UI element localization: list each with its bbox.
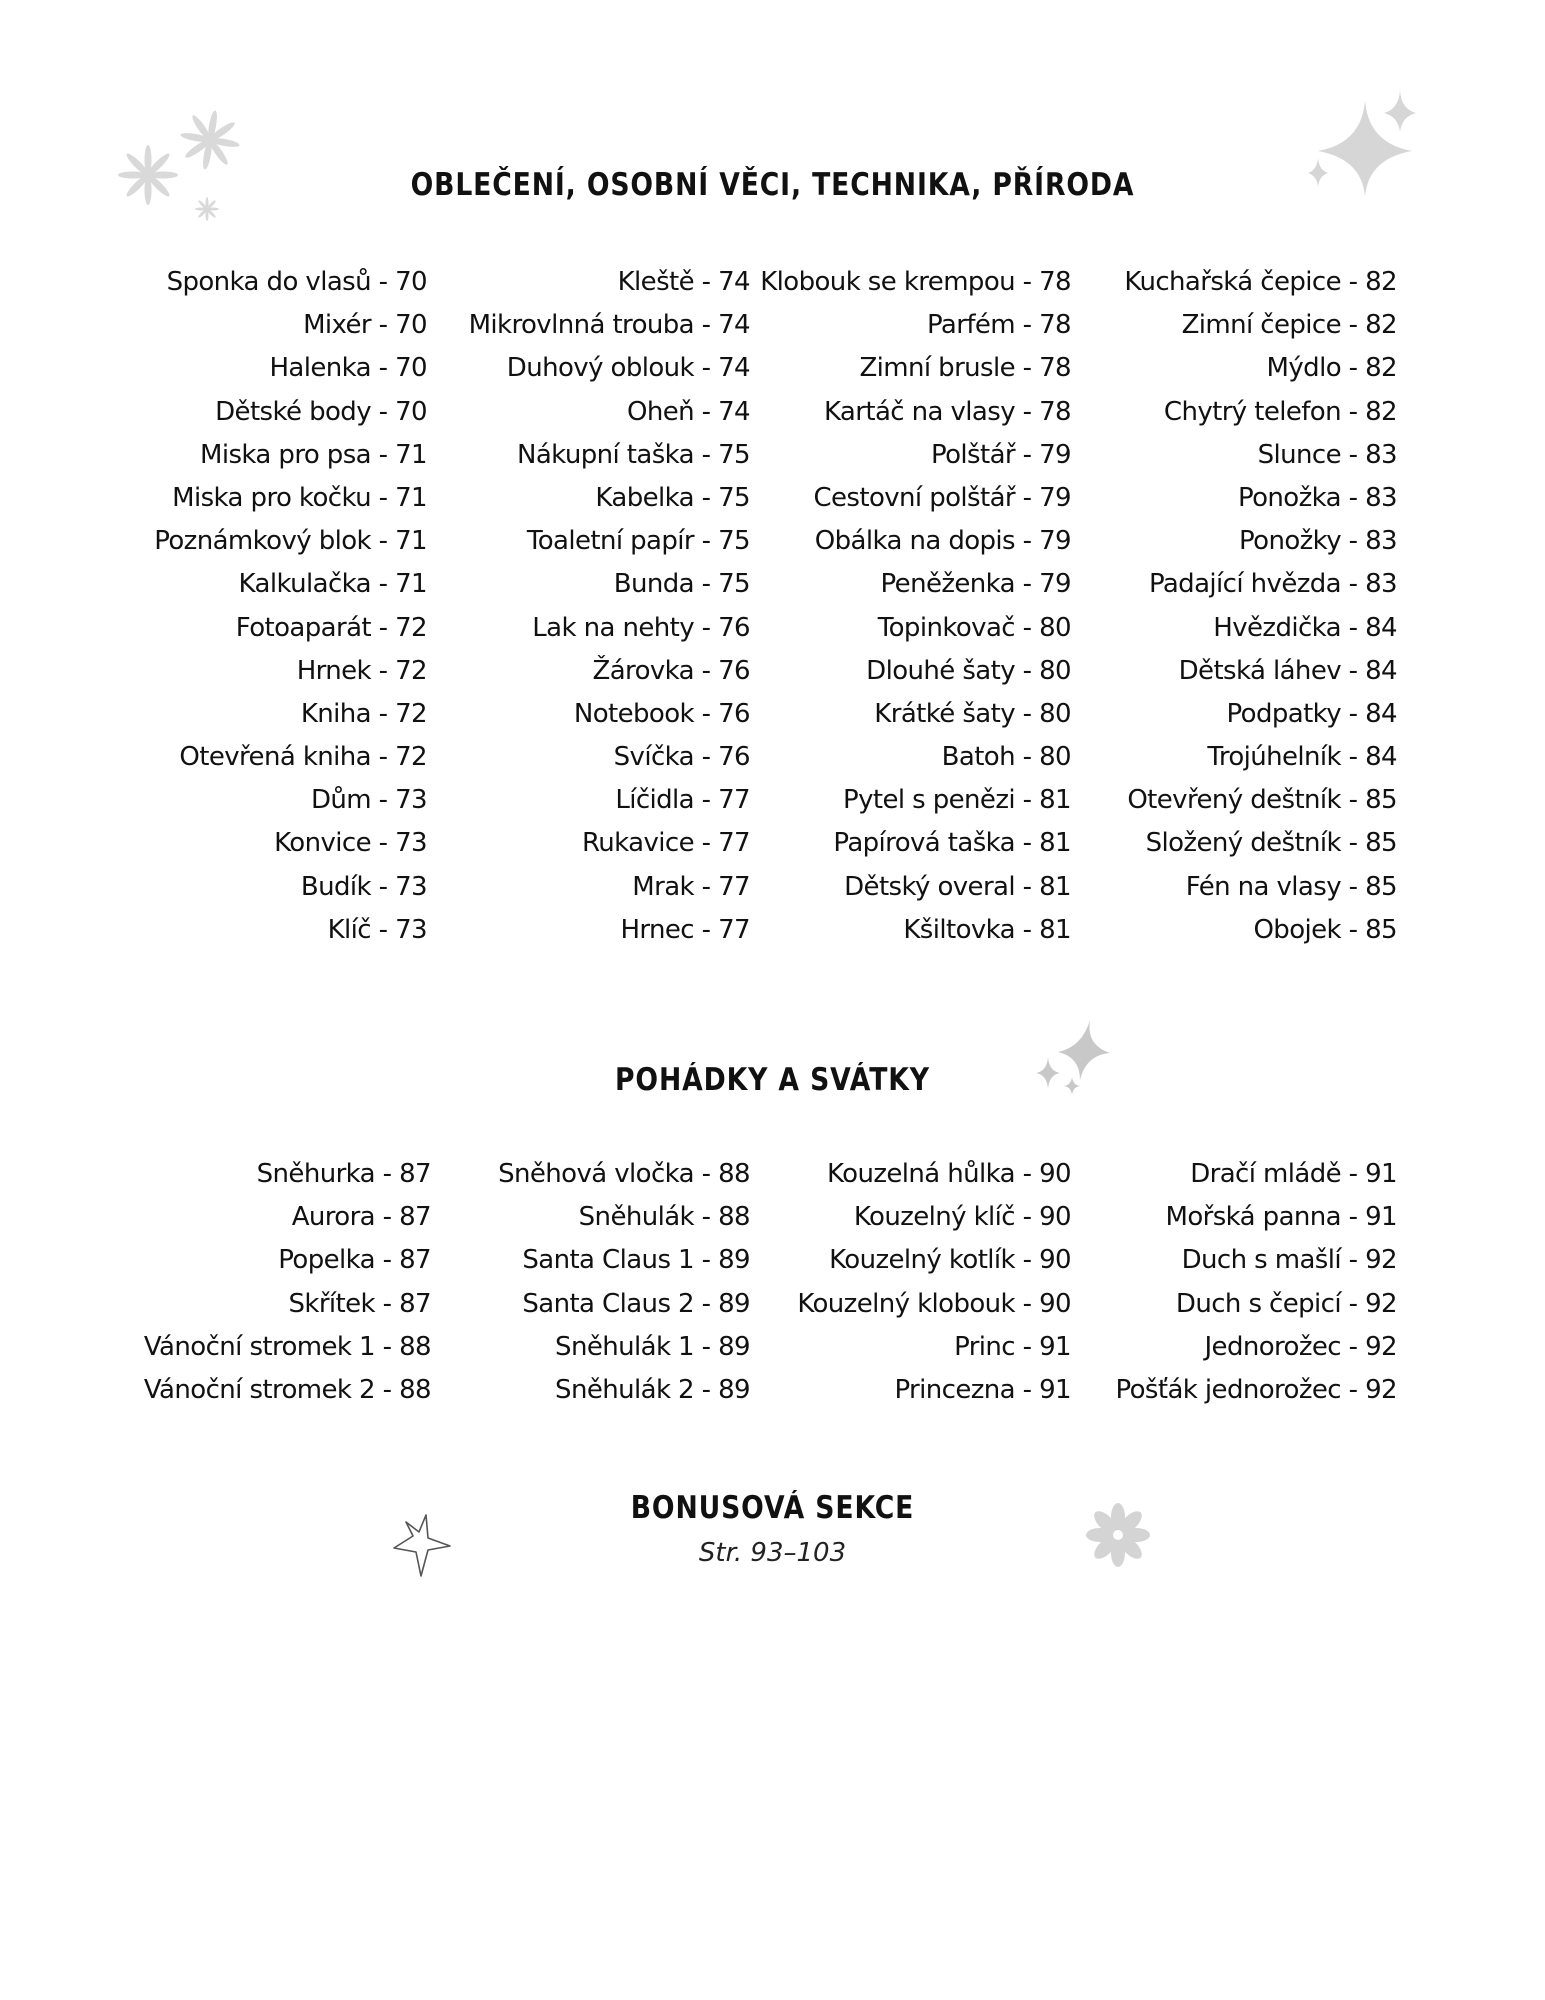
index-column — [760, 261, 1071, 952]
index-entry: Mikrovlnná trouba - 74 — [468, 310, 750, 341]
index-column — [1124, 261, 1397, 952]
index-entry: Padající hvězda - 83 — [1148, 569, 1397, 600]
flower-icon — [180, 110, 240, 170]
index-entry: Pytel s penězi - 81 — [843, 785, 1071, 816]
index-column — [144, 1153, 431, 1412]
index-entry: Ponožky - 83 — [1238, 526, 1397, 557]
index-entry: Poznámkový blok - 71 — [154, 526, 427, 557]
index-entry: Dům - 73 — [310, 785, 427, 816]
index-entry: Fén na vlasy - 85 — [1185, 871, 1397, 902]
index-entry: Jednorožec - 92 — [1204, 1331, 1397, 1362]
index-entry: Duhový oblouk - 74 — [506, 353, 750, 384]
index-entry: Miska pro psa - 71 — [200, 439, 427, 470]
index-entry: Ponožka - 83 — [1237, 482, 1397, 513]
index-entry: Dlouhé šaty - 80 — [866, 655, 1071, 686]
index-entry: Kouzelný klobouk - 90 — [797, 1288, 1071, 1319]
index-entry: Kouzelná hůlka - 90 — [827, 1159, 1071, 1189]
index-entry: Chytrý telefon - 82 — [1163, 396, 1397, 427]
index-entry: Oheň - 74 — [626, 396, 750, 427]
index-entry: Kuchařská čepice - 82 — [1124, 267, 1397, 297]
index-entry: Dětská láhev - 84 — [1178, 655, 1397, 686]
index-entry: Kouzelný kotlík - 90 — [829, 1245, 1071, 1276]
index-entry: Vánoční stromek 1 - 88 — [143, 1331, 431, 1362]
index-entry: Popelka - 87 — [278, 1245, 431, 1276]
section-title-bonus: BONUSOVÁ SEKCE — [630, 1490, 915, 1526]
index-entry: Topinkovač - 80 — [877, 612, 1071, 643]
section-title-fairytales: POHÁDKY A SVÁTKY — [615, 1062, 930, 1098]
index-entry: Obálka na dopis - 79 — [814, 526, 1071, 557]
index-entry: Santa Claus 1 - 89 — [522, 1245, 750, 1276]
index-entry: Pošťák jednorožec - 92 — [1115, 1374, 1397, 1405]
index-entry: Sněhurka - 87 — [256, 1159, 431, 1189]
index-column — [469, 261, 750, 952]
index-entry: Mrak - 77 — [632, 871, 750, 902]
index-entry: Klobouk se krempou - 78 — [760, 267, 1071, 297]
index-entry: Klíč - 73 — [327, 914, 427, 945]
index-entry: Nákupní taška - 75 — [517, 439, 750, 470]
index-entry: Peněženka - 79 — [880, 569, 1071, 600]
index-entry: Mýdlo - 82 — [1266, 353, 1397, 384]
bonus-page-range: Str. 93–103 — [698, 1538, 847, 1568]
index-entry: Dětské body - 70 — [215, 396, 427, 427]
index-entry: Žárovka - 76 — [592, 655, 750, 686]
index-entry: Slunce - 83 — [1257, 439, 1397, 470]
index-entry: Otevřená kniha - 72 — [179, 742, 427, 773]
index-entry: Dětský overal - 81 — [844, 871, 1071, 902]
index-entry: Rukavice - 77 — [581, 828, 750, 859]
index-column — [154, 261, 427, 952]
index-entry: Zimní čepice - 82 — [1181, 310, 1397, 341]
index-entry: Batoh - 80 — [941, 742, 1071, 773]
index-column — [498, 1153, 750, 1412]
index-entry: Papírová taška - 81 — [833, 828, 1071, 859]
index-entry: Trojúhelník - 84 — [1207, 742, 1397, 773]
index-entry: Princ - 91 — [954, 1331, 1071, 1362]
index-column — [797, 1153, 1071, 1412]
index-entry: Skřítek - 87 — [288, 1288, 431, 1319]
index-entry: Hvězdička - 84 — [1213, 612, 1397, 643]
index-entry: Kšiltovka - 81 — [903, 914, 1071, 945]
index-entry: Složený deštník - 85 — [1145, 828, 1397, 859]
index-entry: Santa Claus 2 - 89 — [522, 1288, 750, 1319]
index-entry: Líčidla - 77 — [615, 785, 750, 816]
index-entry: Podpatky - 84 — [1226, 698, 1397, 729]
index-entry: Cestovní polštář - 79 — [813, 482, 1071, 513]
index-entry: Bunda - 75 — [613, 569, 750, 600]
index-entry: Sněhulák - 88 — [578, 1202, 750, 1233]
index-entry: Kalkulačka - 71 — [238, 569, 427, 600]
section-title-clothing: OBLEČENÍ, OSOBNÍ VĚCI, TECHNIKA, PŘÍRODA — [410, 167, 1135, 203]
index-entry: Kleště - 74 — [617, 267, 750, 297]
index-entry: Mořská panna - 91 — [1165, 1202, 1397, 1233]
index-entry: Konvice - 73 — [274, 828, 427, 859]
index-entry: Otevřený deštník - 85 — [1127, 785, 1397, 816]
index-entry: Obojek - 85 — [1253, 914, 1397, 945]
index-entry: Mixér - 70 — [303, 310, 427, 341]
index-entry: Duch s čepicí - 92 — [1175, 1288, 1397, 1319]
index-entry: Polštář - 79 — [930, 439, 1071, 470]
index-entry: Krátké šaty - 80 — [874, 698, 1071, 729]
index-entry: Hrnek - 72 — [296, 655, 427, 686]
index-entry: Kabelka - 75 — [595, 482, 750, 513]
index-column — [1115, 1153, 1397, 1412]
index-entry: Parfém - 78 — [926, 310, 1071, 341]
index-entry: Sponka do vlasů - 70 — [166, 267, 427, 297]
index-entry: Toaletní papír - 75 — [526, 526, 750, 557]
index-entry: Vánoční stromek 2 - 88 — [143, 1374, 431, 1405]
index-entry: Kartáč na vlasy - 78 — [823, 396, 1071, 427]
index-entry: Sněhová vločka - 88 — [498, 1159, 750, 1189]
index-entry: Aurora - 87 — [291, 1202, 431, 1233]
index-entry: Budík - 73 — [300, 871, 427, 902]
index-entry: Dračí mládě - 91 — [1190, 1159, 1397, 1189]
index-entry: Hrnec - 77 — [620, 914, 750, 945]
index-entry: Fotoaparát - 72 — [235, 612, 427, 643]
index-entry: Svíčka - 76 — [613, 742, 750, 773]
index-entry: Duch s mašlí - 92 — [1181, 1245, 1397, 1276]
index-entry: Zimní brusle - 78 — [859, 353, 1071, 384]
index-entry: Kniha - 72 — [300, 698, 427, 729]
index-entry: Princezna - 91 — [894, 1374, 1071, 1405]
index-entry: Sněhulák 2 - 89 — [555, 1374, 750, 1405]
index-entry: Lak na nehty - 76 — [532, 612, 750, 643]
index-entry: Sněhulák 1 - 89 — [555, 1331, 750, 1362]
index-entry: Kouzelný klíč - 90 — [853, 1202, 1071, 1233]
index-entry: Notebook - 76 — [573, 698, 750, 729]
index-entry: Halenka - 70 — [269, 353, 427, 384]
index-entry: Miska pro kočku - 71 — [172, 482, 427, 513]
